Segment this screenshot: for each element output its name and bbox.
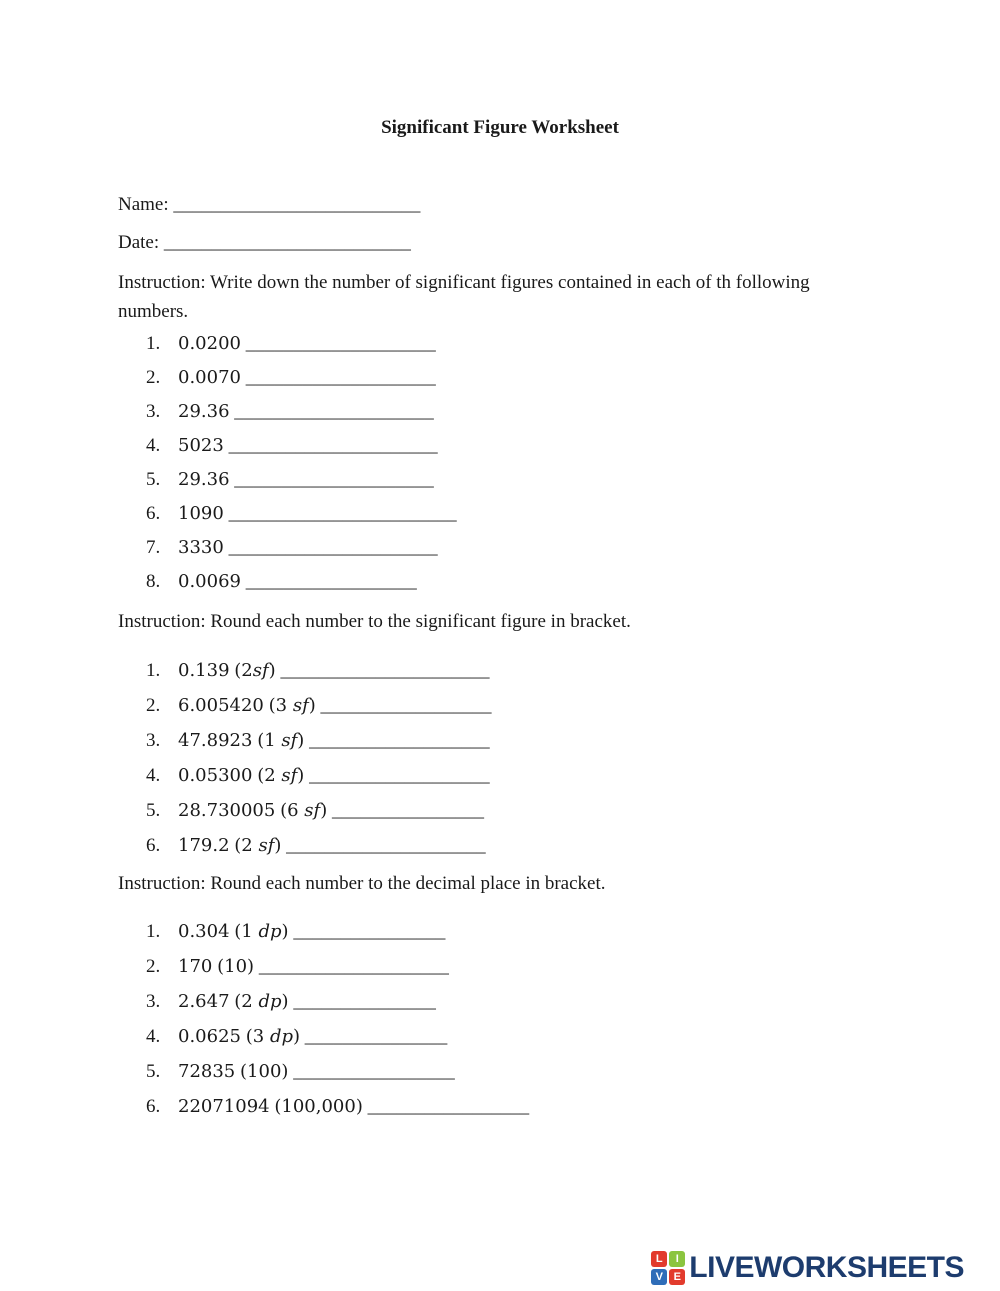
logo-tile-v: V bbox=[651, 1269, 667, 1285]
section1-instruction: Instruction: Write down the number of significant figures contained in each of th following numbers. bbox=[118, 272, 810, 322]
item-value: 3330 bbox=[178, 537, 224, 558]
item-number: 8. bbox=[146, 571, 161, 592]
answer-blank[interactable]: _______________ bbox=[293, 991, 436, 1012]
question-row bbox=[0, 502, 1000, 525]
answer-blank[interactable]: _________________ bbox=[367, 1096, 530, 1117]
answer-blank[interactable]: ______________________ bbox=[280, 660, 490, 681]
rounding-bracket: (6 sf) bbox=[280, 800, 328, 821]
rounding-bracket: (2 sf) bbox=[234, 835, 282, 856]
item-number: 4. bbox=[146, 765, 161, 786]
question-row bbox=[0, 434, 1000, 457]
answer-blank[interactable]: ___________________ bbox=[309, 730, 490, 751]
name-answer-blank[interactable]: __________________________ bbox=[173, 194, 421, 215]
liveworksheets-footer[interactable] bbox=[651, 1251, 964, 1285]
question-row bbox=[0, 659, 1000, 682]
answer-blank[interactable]: ___________________ bbox=[309, 765, 490, 786]
item-number: 3. bbox=[146, 401, 161, 422]
question-row bbox=[0, 400, 1000, 423]
item-number: 2. bbox=[146, 367, 161, 388]
logo-tile-l: L bbox=[651, 1251, 667, 1267]
question-row bbox=[0, 1060, 1000, 1083]
question-row bbox=[0, 536, 1000, 559]
liveworksheets-logo-icon bbox=[651, 1251, 685, 1285]
item-number: 7. bbox=[146, 537, 161, 558]
item-value: 1090 bbox=[178, 503, 224, 524]
question-row bbox=[0, 1025, 1000, 1048]
answer-blank[interactable]: ________________________ bbox=[228, 503, 457, 524]
item-number: 1. bbox=[146, 333, 161, 354]
section2-instruction: Instruction: Round each number to the significant figure in bracket. bbox=[118, 611, 631, 632]
question-row bbox=[0, 990, 1000, 1013]
answer-blank[interactable]: _____________________ bbox=[234, 469, 434, 490]
item-value: 0.0625 bbox=[178, 1026, 241, 1047]
question-row bbox=[0, 694, 1000, 717]
question-row bbox=[0, 955, 1000, 978]
question-row bbox=[0, 764, 1000, 787]
item-number: 3. bbox=[146, 730, 161, 751]
item-value: 0.304 bbox=[178, 921, 230, 942]
item-value: 179.2 bbox=[178, 835, 230, 856]
answer-blank[interactable]: _______________ bbox=[304, 1026, 448, 1047]
item-number: 5. bbox=[146, 1061, 161, 1082]
item-value: 0.0069 bbox=[178, 571, 241, 592]
rounding-bracket: (1 sf) bbox=[257, 730, 305, 751]
item-number: 3. bbox=[146, 991, 161, 1012]
question-row bbox=[0, 729, 1000, 752]
item-value: 5023 bbox=[178, 435, 224, 456]
answer-blank[interactable]: _____________________ bbox=[286, 835, 486, 856]
section1-question-list bbox=[0, 332, 1000, 593]
answer-blank[interactable]: ______________________ bbox=[228, 537, 438, 558]
item-value: 0.0070 bbox=[178, 367, 241, 388]
page-title: Significant Figure Worksheet bbox=[381, 117, 619, 138]
item-number: 6. bbox=[146, 835, 161, 856]
item-value: 28.730005 bbox=[178, 800, 276, 821]
question-row bbox=[0, 1095, 1000, 1118]
rounding-bracket: (3 sf) bbox=[268, 695, 316, 716]
date-label: Date: bbox=[118, 232, 160, 253]
rounding-bracket: (3 dp) bbox=[245, 1026, 301, 1047]
item-value: 6.005420 bbox=[178, 695, 264, 716]
item-value: 72835 bbox=[178, 1061, 236, 1082]
answer-blank[interactable]: ________________ bbox=[331, 800, 484, 821]
section3-instruction: Instruction: Round each number to the decimal place in bracket. bbox=[118, 873, 606, 894]
rounding-bracket: (1 dp) bbox=[234, 921, 289, 942]
item-value: 0.05300 bbox=[178, 765, 253, 786]
answer-blank[interactable]: _________________ bbox=[293, 1061, 455, 1082]
item-number: 1. bbox=[146, 660, 161, 681]
item-value: 47.8923 bbox=[178, 730, 253, 751]
answer-blank[interactable]: ____________________ bbox=[258, 956, 449, 977]
item-number: 6. bbox=[146, 503, 161, 524]
answer-blank[interactable]: ____________________ bbox=[245, 367, 436, 388]
answer-blank[interactable]: ______________________ bbox=[228, 435, 438, 456]
name-label: Name: bbox=[118, 194, 169, 215]
question-row bbox=[0, 366, 1000, 389]
item-number: 4. bbox=[146, 1026, 161, 1047]
logo-tile-i: I bbox=[669, 1251, 685, 1267]
item-number: 2. bbox=[146, 956, 161, 977]
item-number: 4. bbox=[146, 435, 161, 456]
answer-blank[interactable]: _____________________ bbox=[234, 401, 434, 422]
question-row bbox=[0, 332, 1000, 355]
rounding-bracket: (100) bbox=[240, 1061, 289, 1082]
rounding-bracket: (10) bbox=[217, 956, 255, 977]
question-row bbox=[0, 468, 1000, 491]
item-value: 29.36 bbox=[178, 401, 230, 422]
item-value: 22071094 bbox=[178, 1096, 270, 1117]
rounding-bracket: (2sf) bbox=[234, 660, 276, 681]
section2-question-list bbox=[0, 659, 1000, 857]
item-value: 0.139 bbox=[178, 660, 230, 681]
answer-blank[interactable]: __________________ bbox=[245, 571, 417, 592]
question-row bbox=[0, 799, 1000, 822]
name-field-row bbox=[0, 193, 1000, 216]
answer-blank[interactable]: ____________________ bbox=[245, 333, 436, 354]
item-number: 5. bbox=[146, 469, 161, 490]
rounding-bracket: (2 dp) bbox=[234, 991, 289, 1012]
question-row bbox=[0, 570, 1000, 593]
item-value: 2.647 bbox=[178, 991, 230, 1012]
date-answer-blank[interactable]: __________________________ bbox=[163, 232, 411, 253]
answer-blank[interactable]: ________________ bbox=[293, 921, 446, 942]
section3-question-list bbox=[0, 920, 1000, 1118]
item-number: 6. bbox=[146, 1096, 161, 1117]
item-number: 1. bbox=[146, 921, 161, 942]
question-row bbox=[0, 920, 1000, 943]
rounding-bracket: (100,000) bbox=[274, 1096, 363, 1117]
rounding-bracket: (2 sf) bbox=[257, 765, 305, 786]
item-value: 0.0200 bbox=[178, 333, 241, 354]
item-value: 170 bbox=[178, 956, 213, 977]
item-value: 29.36 bbox=[178, 469, 230, 490]
item-number: 2. bbox=[146, 695, 161, 716]
item-number: 5. bbox=[146, 800, 161, 821]
date-field-row bbox=[0, 231, 1000, 254]
question-row bbox=[0, 834, 1000, 857]
logo-tile-e: E bbox=[669, 1269, 685, 1285]
answer-blank[interactable]: __________________ bbox=[320, 695, 492, 716]
liveworksheets-brand-text: LIVEWORKSHEETS bbox=[689, 1251, 964, 1284]
